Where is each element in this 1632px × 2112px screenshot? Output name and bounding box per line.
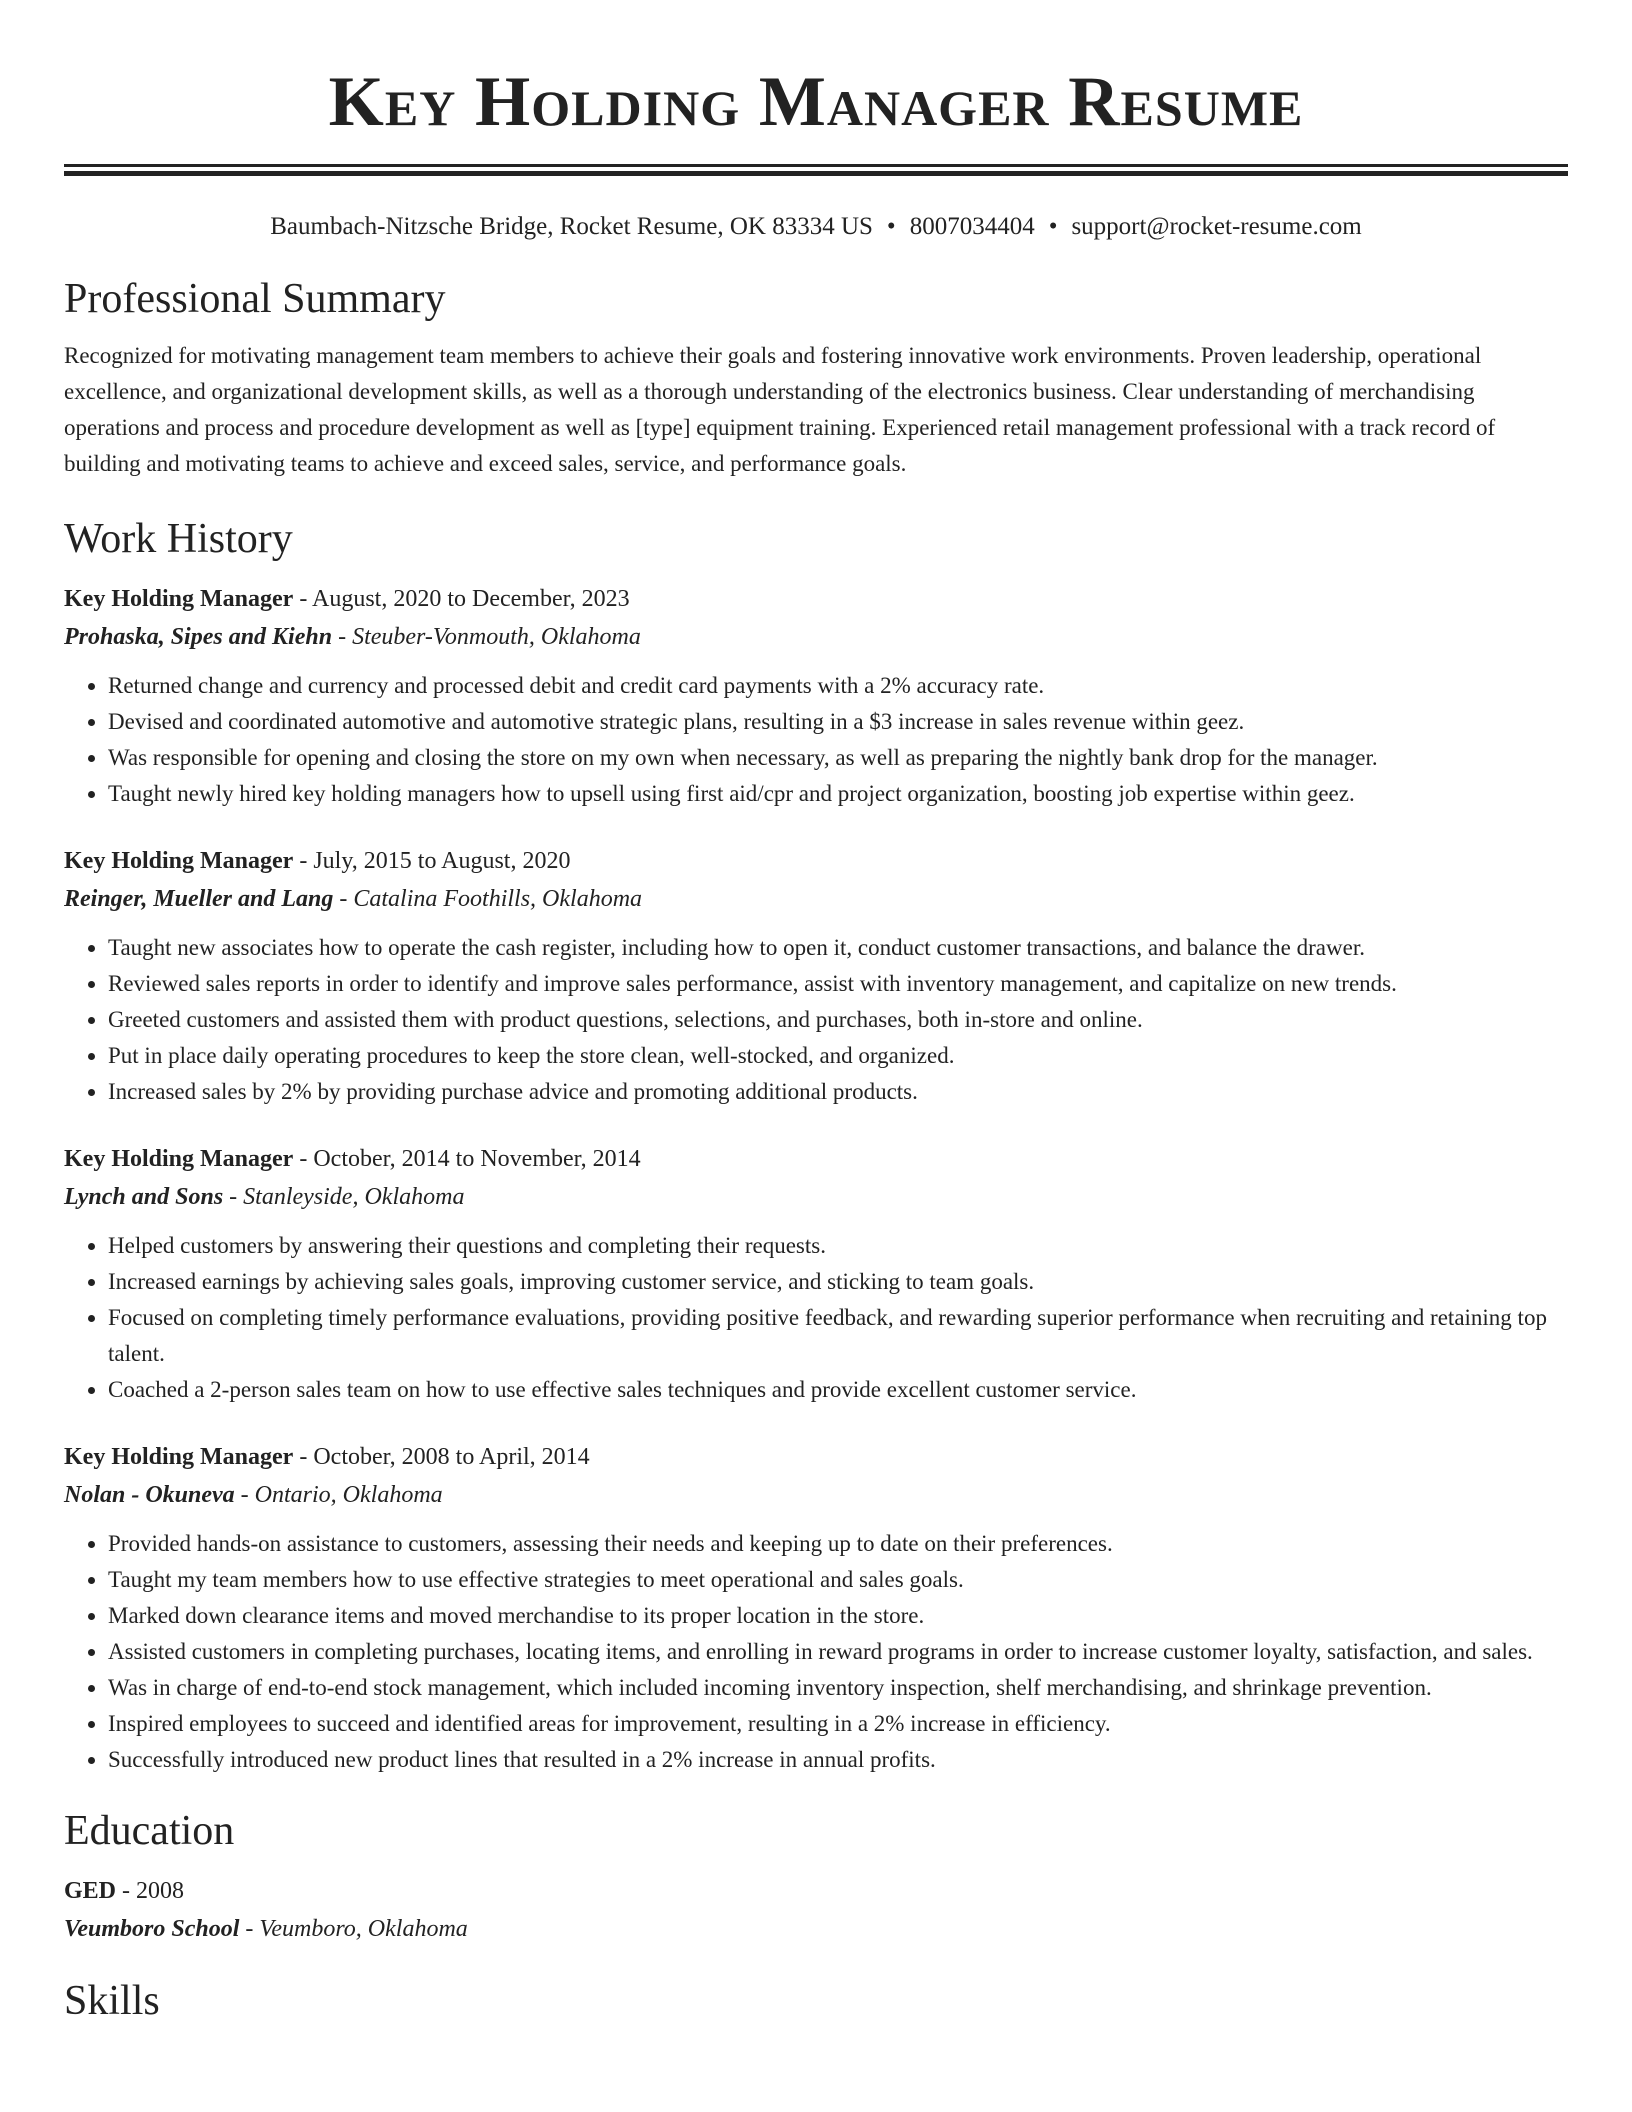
job-bullet: • Helped customers by answering their questions and completing their requests.: [108, 1228, 1568, 1264]
job-bullet: • Assisted customers in completing purchases, locating items, and enrolling in reward programs in order to increase customer loyalty, satisfaction, and sales.: [108, 1634, 1568, 1670]
job-title: Key Holding Manager: [64, 848, 294, 874]
job-title-line: Key Holding Manager - July, 2015 to August, 2020: [64, 848, 571, 874]
contact-email: support@rocket-resume.com: [1071, 213, 1362, 240]
contact-separator: •: [1048, 213, 1058, 240]
company-location: Ontario, Oklahoma: [254, 1482, 443, 1508]
company-location: Steuber-Vonmouth, Oklahoma: [352, 624, 641, 650]
job-bullet: • Inspired employees to succeed and identified areas for improvement, resulting in a 2% increase in efficiency.: [108, 1706, 1568, 1742]
resume-title: Key Holding Manager Resume: [328, 63, 1304, 141]
job-bullet-list: [64, 930, 1568, 1110]
job-title: Key Holding Manager: [64, 586, 294, 612]
company-location: Stanleyside, Oklahoma: [243, 1184, 465, 1210]
job-bullet: • Increased earnings by achieving sales goals, improving customer service, and sticking to team goals.: [108, 1264, 1568, 1300]
professional-summary-section: [64, 272, 1568, 482]
job-entry: [64, 1438, 1568, 1778]
job-entry: [64, 580, 1568, 812]
job-bullet: • Reviewed sales reports in order to identify and improve sales performance, assist with inventory management, and capitalize on new trends.: [108, 966, 1568, 1002]
section-heading-work: Work History: [64, 516, 293, 562]
job-bullet: • Increased sales by 2% by providing purchase advice and promoting additional products.: [108, 1074, 1568, 1110]
job-bullet: • Was responsible for opening and closing the store on my own when necessary, as well as preparing the nightly bank drop for the manager.: [108, 740, 1568, 776]
degree-line: GED - 2008: [64, 1878, 185, 1904]
job-entry: [64, 1140, 1568, 1408]
job-title-line: Key Holding Manager - October, 2014 to November, 2014: [64, 1146, 641, 1172]
job-title: Key Holding Manager: [64, 1146, 294, 1172]
company-name: Reinger, Mueller and Lang: [64, 886, 334, 912]
job-bullet: • Focused on completing timely performance evaluations, providing positive feedback, and rewarding superior performance when recruiting and retaining top talent.: [108, 1300, 1568, 1372]
job-bullet: • Devised and coordinated automotive and automotive strategic plans, resulting in a $3 increase in sales revenue within geez.: [108, 704, 1568, 740]
job-dates: October, 2008 to April, 2014: [313, 1444, 590, 1470]
job-bullet: • Successfully introduced new product lines that resulted in a 2% increase in annual profits.: [108, 1742, 1568, 1778]
job-bullet: • Taught newly hired key holding managers how to upsell using first aid/cpr and project organization, boosting job expertise within geez.: [108, 776, 1568, 812]
job-title: Key Holding Manager: [64, 1444, 294, 1470]
job-dates: July, 2015 to August, 2020: [313, 848, 571, 874]
company-line: Lynch and Sons - Stanleyside, Oklahoma: [64, 1184, 465, 1210]
job-list: [64, 580, 1568, 1778]
job-title-line: Key Holding Manager - October, 2008 to April, 2014: [64, 1444, 590, 1470]
work-history-section: [64, 512, 1568, 1778]
school-location: Veumboro, Oklahoma: [259, 1916, 468, 1942]
degree-year: 2008: [136, 1878, 185, 1904]
job-bullet: • Put in place daily operating procedures to keep the store clean, well-stocked, and organized.: [108, 1038, 1568, 1074]
summary-text: Recognized for motivating management team members to achieve their goals and fostering innovative work environments. Proven leadership, operational excellence, and organizational development skills, as well as a thorough understanding of the electronics business. Clear understanding of merchandising operations and process and procedure development as well as [type] equipment training. Experienced retail management professional with a track record of building and motivating teams to achieve and exceed sales, service, and performance goals.: [64, 343, 1496, 476]
company-name: Prohaska, Sipes and Kiehn: [64, 624, 333, 650]
company-location: Catalina Foothills, Oklahoma: [353, 886, 643, 912]
job-bullet: • Taught my team members how to use effective strategies to meet operational and sales goals.: [108, 1562, 1568, 1598]
section-heading-skills: Skills: [64, 1978, 160, 2024]
contact-line: [64, 210, 1568, 244]
contact-phone: 8007034404: [909, 213, 1035, 240]
job-dates: August, 2020 to December, 2023: [312, 586, 630, 612]
contact-separator: •: [886, 213, 896, 240]
company-line: Prohaska, Sipes and Kiehn - Steuber-Vonmouth, Oklahoma: [64, 624, 641, 650]
job-bullet: • Taught new associates how to operate the cash register, including how to open it, conduct customer transactions, and balance the drawer.: [108, 930, 1568, 966]
job-bullet: • Coached a 2-person sales team on how to use effective sales techniques and provide excellent customer service.: [108, 1372, 1568, 1408]
job-bullet: • Provided hands-on assistance to customers, assessing their needs and keeping up to date on their preferences.: [108, 1526, 1568, 1562]
job-bullet: • Marked down clearance items and moved merchandise to its proper location in the store.: [108, 1598, 1568, 1634]
school-line: Veumboro School - Veumboro, Oklahoma: [64, 1916, 468, 1942]
job-entry: [64, 842, 1568, 1110]
job-bullet-list: [64, 1526, 1568, 1778]
skills-section: [64, 1974, 1568, 2028]
section-heading-summary: Professional Summary: [64, 276, 446, 322]
education-entry: [64, 1872, 1568, 1948]
company-name: Nolan - Okuneva: [64, 1482, 235, 1508]
section-heading-education: Education: [64, 1808, 235, 1854]
company-line: Nolan - Okuneva - Ontario, Oklahoma: [64, 1482, 443, 1508]
job-bullet: • Was in charge of end-to-end stock management, which included incoming inventory inspection, shelf merchandising, and shrinkage prevention.: [108, 1670, 1568, 1706]
job-bullet-list: [64, 1228, 1568, 1408]
contact-address: Baumbach-Nitzsche Bridge, Rocket Resume, OK 83334 US: [270, 213, 873, 240]
job-bullet: • Returned change and currency and processed debit and credit card payments with a 2% accuracy rate.: [108, 668, 1568, 704]
title-divider: [64, 164, 1568, 176]
job-dates: October, 2014 to November, 2014: [313, 1146, 641, 1172]
degree-name: GED: [64, 1878, 117, 1904]
job-bullet-list: [64, 668, 1568, 812]
company-name: Lynch and Sons: [64, 1184, 224, 1210]
education-section: [64, 1804, 1568, 1948]
company-line: Reinger, Mueller and Lang - Catalina Foothills, Oklahoma: [64, 886, 643, 912]
job-title-line: Key Holding Manager - August, 2020 to December, 2023: [64, 586, 630, 612]
school-name: Veumboro School: [64, 1916, 240, 1942]
job-bullet: • Greeted customers and assisted them with product questions, selections, and purchases, both in-store and online.: [108, 1002, 1568, 1038]
